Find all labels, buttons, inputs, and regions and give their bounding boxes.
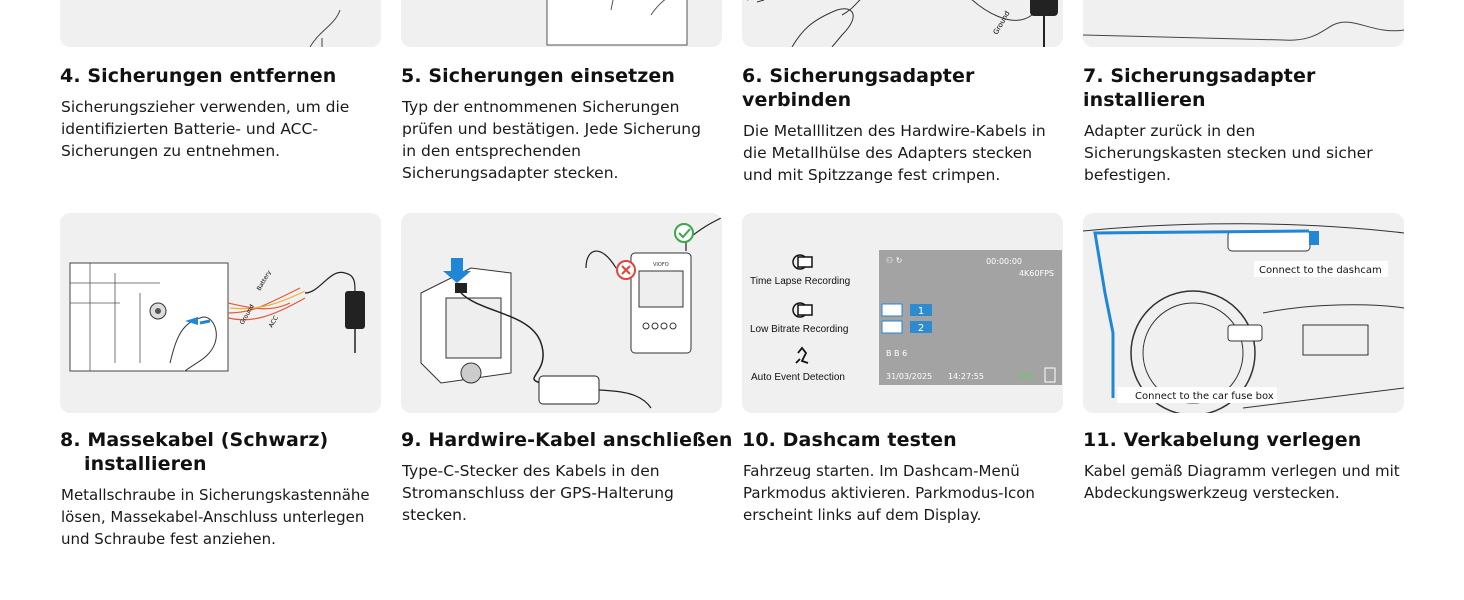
step-10: [742, 428, 1082, 526]
dashcam-label: Connect to the dashcam: [1259, 265, 1382, 276]
step-8: [60, 428, 395, 550]
illustration-step-10: [742, 213, 1063, 413]
screen-time: 00:00:00: [986, 257, 1022, 266]
step-11-title: 11. Verkabelung verlegen: [1083, 429, 1362, 451]
wire-label-acc: ACC: [267, 314, 280, 329]
step-9: [401, 428, 741, 526]
mode-auto-event-label: Auto Event Detection: [751, 372, 845, 383]
ground-label: Ground: [991, 9, 1012, 36]
mode-low-bitrate: [750, 303, 848, 335]
step-4: [60, 64, 400, 162]
step-10-desc: Fahrzeug starten. Im Dashcam-Menü Parkmodus aktivieren. Parkmodus-Icon erscheint links auf dem Display.: [743, 462, 1035, 524]
step-6-desc: Die Metalllitzen des Hardwire-Kabels in die Metallhülse des Adapters stecken und mit Spitzzange fest crimpen.: [743, 122, 1046, 184]
brand-label: VIOFO: [653, 262, 669, 268]
step-8-desc: Metallschraube in Sicherungskastennähe lösen, Massekabel-Anschluss unterlegen und Schraube fest anziehen.: [61, 486, 370, 548]
step-4-title: 4. Sicherungen entfernen: [60, 65, 337, 87]
fusebox-label: Connect to the car fuse box: [1135, 391, 1274, 402]
step-5-desc: Typ der entnommenen Sicherungen prüfen und bestätigen. Jede Sicherung in den entsprechenden Sicherungsadapter stecken.: [402, 98, 701, 182]
mode-auto-event: [751, 348, 845, 383]
illustration-step-6: [742, 0, 1063, 47]
illustration-step-11: [1083, 213, 1404, 413]
screen-date: 31/03/2025: [886, 372, 933, 381]
mode-time-lapse-label: Time Lapse Recording: [750, 276, 851, 287]
step-4-desc: Sicherungszieher verwenden, um die identifizierten Batterie- und ACC-Sicherungen zu entnehmen.: [61, 98, 350, 160]
wire-label-ground: Ground: [238, 303, 256, 326]
step-5-title: 5. Sicherungen einsetzen: [401, 65, 676, 87]
illustration-step-4: [60, 0, 381, 47]
step-8-title: [60, 428, 395, 476]
step-6: [742, 64, 1082, 186]
screen-gps: GPS: [1018, 372, 1035, 381]
step-9-title: 9. Hardwire-Kabel anschließen: [401, 429, 733, 451]
step-9-desc: Type-C-Stecker des Kabels in den Stromanschluss der GPS-Halterung stecken.: [402, 462, 674, 524]
step-7-title: 7. Sicherungsadapter installieren: [1083, 65, 1316, 111]
step-11: [1083, 428, 1423, 504]
wire-label-battery: Battery: [255, 269, 273, 292]
illustration-step-8: [60, 213, 381, 413]
illustration-step-9: [401, 213, 722, 413]
badge-1-label: 1: [917, 306, 925, 317]
illustration-step-7: [1083, 0, 1404, 47]
screen-resolution: 4K60FPS: [1018, 269, 1054, 278]
step-7-desc: Adapter zurück in den Sicherungskasten stecken und sicher befestigen.: [1084, 122, 1373, 184]
step-6-title: 6. Sicherungsadapter verbinden: [742, 65, 975, 111]
screen-icons: ⚇ ↻: [886, 256, 903, 265]
mode-low-bitrate-label: Low Bitrate Recording: [750, 324, 849, 335]
step-7: [1083, 64, 1433, 186]
step-10-title: 10. Dashcam testen: [742, 429, 957, 451]
step-5: [401, 64, 741, 184]
screen-code: B B 6: [886, 349, 908, 358]
screen-clock: 14:27:55: [948, 372, 984, 381]
step-8-title-line2: installieren: [84, 453, 207, 475]
badge-2-label: 2: [917, 323, 925, 334]
step-11-desc: Kabel gemäß Diagramm verlegen und mit Abdeckungswerkzeug verstecken.: [1084, 462, 1400, 502]
illustration-step-5: [401, 0, 722, 47]
step-8-title-line1: 8. Massekabel (Schwarz): [60, 429, 329, 451]
mode-time-lapse: [750, 255, 850, 287]
